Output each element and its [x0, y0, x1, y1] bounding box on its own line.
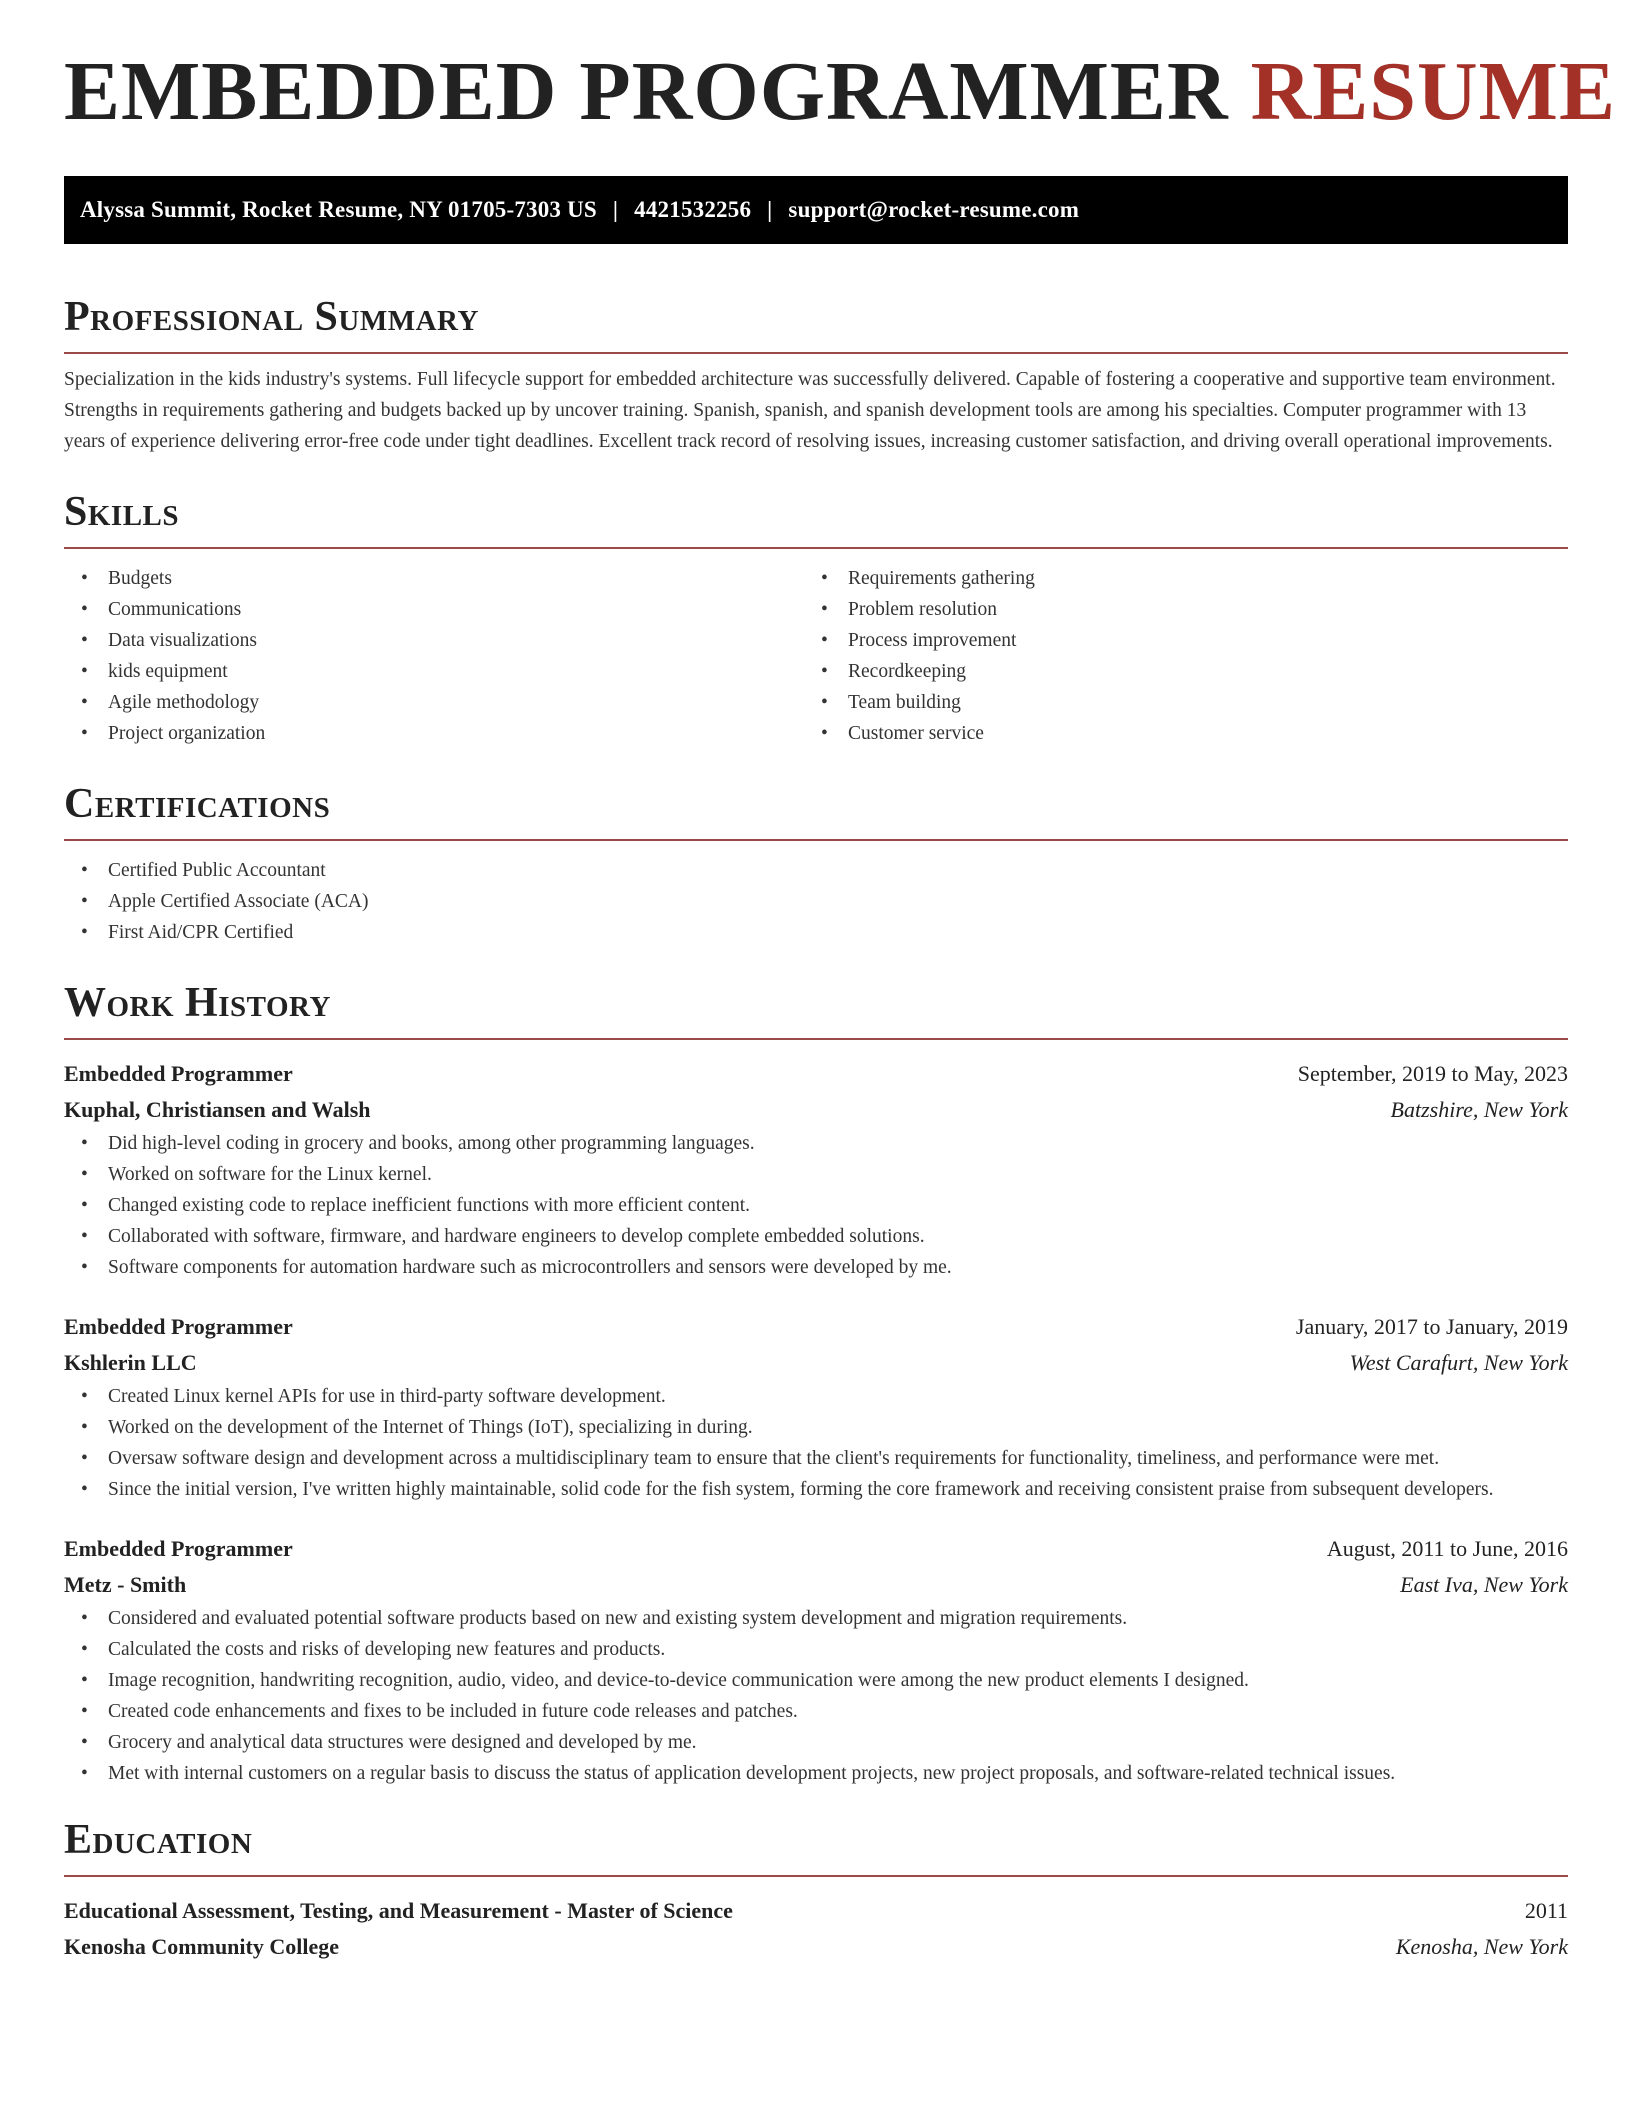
job-location: East Iva, New York	[1400, 1572, 1568, 1597]
job-role: Embedded Programmer	[64, 1061, 293, 1086]
skills-list-right	[804, 563, 1544, 749]
education-header-row	[64, 1893, 1568, 1929]
job-company: Kshlerin LLC	[64, 1350, 197, 1375]
section-title-education: Education	[64, 1817, 253, 1863]
skill-item: • Customer service	[804, 718, 1544, 749]
job-role: Embedded Programmer	[64, 1314, 293, 1339]
education-entry	[64, 1893, 1568, 1965]
job-company-row	[64, 1567, 1568, 1603]
certification-item: • Certified Public Accountant	[64, 855, 1568, 886]
skill-item: • Team building	[804, 687, 1544, 718]
skill-item: • Process improvement	[804, 625, 1544, 656]
contact-email[interactable]: support@rocket-resume.com	[788, 197, 1080, 222]
education-degree: Educational Assessment, Testing, and Measurement - Master of Science	[64, 1898, 733, 1923]
section-divider	[64, 1038, 1568, 1040]
job-bullet: • Collaborated with software, firmware, and hardware engineers to develop complete embedded solutions.	[64, 1221, 1568, 1252]
certification-item: • First Aid/CPR Certified	[64, 917, 1568, 948]
contact-separator: |	[612, 197, 619, 222]
job-bullet: • Considered and evaluated potential software products based on new and existing system development and migration requirements.	[64, 1603, 1568, 1634]
resume-title	[64, 45, 1616, 138]
job-dates: January, 2017 to January, 2019	[1295, 1314, 1568, 1339]
summary-text: Specialization in the kids industry's systems. Full lifecycle support for embedded architecture was successfully delivered. Capable of fostering a cooperative and supportive team environment. Strengths in requirements gathering and budgets backed up by uncover training. Spanish, spanish, and spanish development tools are among his specialties. Computer programmer with 13 years of experience delivering error-free code under tight deadlines. Excellent track record of resolving issues, increasing customer satisfaction, and driving overall operational improvements.	[64, 369, 1556, 452]
contact-phone[interactable]: 4421532256	[634, 197, 752, 222]
job-bullet: • Image recognition, handwriting recognition, audio, video, and device-to-device communication were among the new product elements I designed.	[64, 1665, 1568, 1696]
job-company-row	[64, 1092, 1568, 1128]
education-location: Kenosha, New York	[1395, 1934, 1568, 1959]
skills-grid	[64, 563, 1568, 749]
job-entry	[64, 1531, 1568, 1789]
job-dates: September, 2019 to May, 2023	[1297, 1061, 1568, 1086]
skill-item: • Budgets	[64, 563, 804, 594]
job-entry	[64, 1309, 1568, 1505]
job-company: Metz - Smith	[64, 1572, 187, 1597]
education-school: Kenosha Community College	[64, 1934, 339, 1959]
section-title-certifications: Certifications	[64, 781, 331, 827]
job-bullet: • Created code enhancements and fixes to be included in future code releases and patches.	[64, 1696, 1568, 1727]
section-title-summary: Professional Summary	[64, 294, 479, 340]
job-location: Batzshire, New York	[1390, 1097, 1568, 1122]
contact-separator: |	[767, 197, 773, 222]
education-school-row	[64, 1929, 1568, 1965]
education-year: 2011	[1524, 1898, 1568, 1923]
job-bullet: • Calculated the costs and risks of developing new features and products.	[64, 1634, 1568, 1665]
job-company-row	[64, 1345, 1568, 1381]
title-accent: RESUME	[1250, 45, 1616, 138]
job-bullet: • Since the initial version, I've written highly maintainable, solid code for the fish system, forming the core framework and receiving consistent praise from subsequent developers.	[64, 1474, 1568, 1505]
section-title-skills: Skills	[64, 489, 180, 535]
section-title-work-history: Work History	[64, 980, 331, 1026]
job-bullet: • Worked on software for the Linux kernel.	[64, 1159, 1568, 1190]
contact-bar	[64, 176, 1568, 244]
skill-item: • Requirements gathering	[804, 563, 1544, 594]
job-company: Kuphal, Christiansen and Walsh	[64, 1097, 371, 1122]
job-bullet: • Oversaw software design and development across a multidisciplinary team to ensure that the client's requirements for functionality, timeliness, and performance were met.	[64, 1443, 1568, 1474]
job-role: Embedded Programmer	[64, 1536, 293, 1561]
skill-item: • Data visualizations	[64, 625, 804, 656]
section-divider	[64, 1875, 1568, 1877]
skills-list-left	[64, 563, 804, 749]
section-divider	[64, 352, 1568, 354]
skill-item: • Problem resolution	[804, 594, 1544, 625]
job-bullet: • Worked on the development of the Internet of Things (IoT), specializing in during.	[64, 1412, 1568, 1443]
job-bullets	[64, 1128, 1568, 1283]
certifications-list	[64, 855, 1568, 948]
job-header-row	[64, 1309, 1568, 1345]
job-header-row	[64, 1531, 1568, 1567]
skill-item: • Recordkeeping	[804, 656, 1544, 687]
certification-item: • Apple Certified Associate (ACA)	[64, 886, 1568, 917]
title-main: EMBEDDED PROGRAMMER	[64, 45, 1229, 138]
job-header-row	[64, 1056, 1568, 1092]
job-bullets	[64, 1381, 1568, 1505]
job-bullet: • Created Linux kernel APIs for use in third-party software development.	[64, 1381, 1568, 1412]
job-bullet: • Software components for automation hardware such as microcontrollers and sensors were developed by me.	[64, 1252, 1568, 1283]
job-dates: August, 2011 to June, 2016	[1326, 1536, 1568, 1561]
job-bullet: • Grocery and analytical data structures were designed and developed by me.	[64, 1727, 1568, 1758]
job-location: West Carafurt, New York	[1349, 1350, 1568, 1375]
skill-item: • Project organization	[64, 718, 804, 749]
skill-item: • Agile methodology	[64, 687, 804, 718]
job-bullets	[64, 1603, 1568, 1789]
job-bullet: • Changed existing code to replace inefficient functions with more efficient content.	[64, 1190, 1568, 1221]
section-divider	[64, 839, 1568, 841]
job-entry	[64, 1056, 1568, 1283]
skill-item: • kids equipment	[64, 656, 804, 687]
contact-address: Alyssa Summit, Rocket Resume, NY 01705-7303 US	[80, 197, 597, 222]
skill-item: • Communications	[64, 594, 804, 625]
job-bullet: • Met with internal customers on a regular basis to discuss the status of application development projects, new project proposals, and software-related technical issues.	[64, 1758, 1568, 1789]
job-bullet: • Did high-level coding in grocery and books, among other programming languages.	[64, 1128, 1568, 1159]
section-divider	[64, 547, 1568, 549]
